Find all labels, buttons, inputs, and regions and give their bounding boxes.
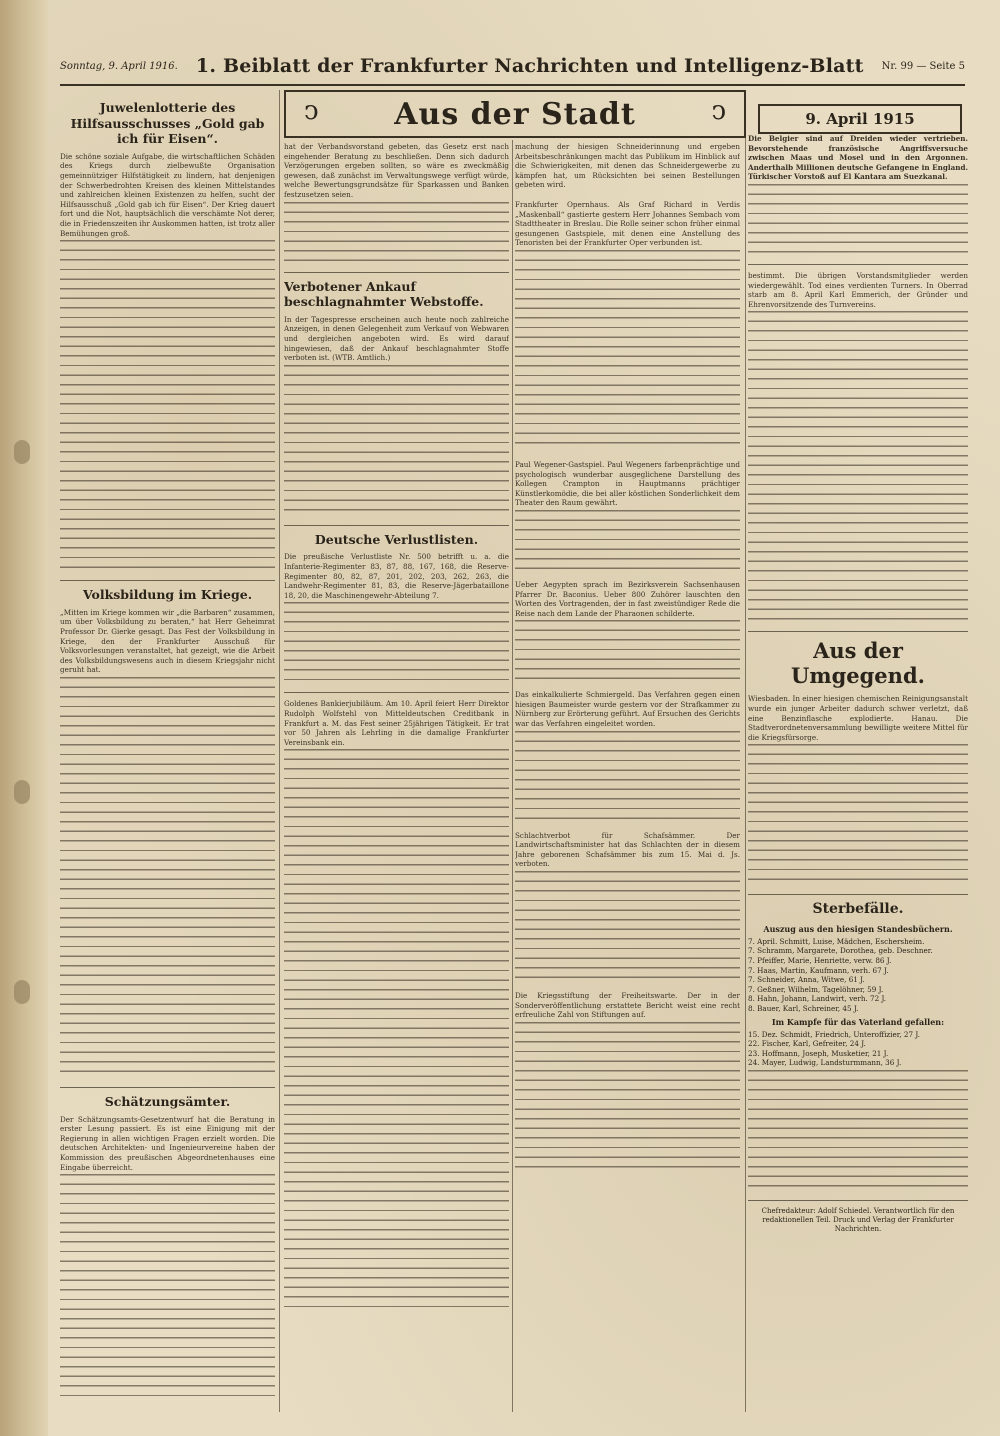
article-text-lines — [748, 311, 968, 621]
article-body: „Mitten im Kriege kommen wir „die Barbaren“ zusammen, um über Volksbildung zu beraten,“ hat Herr Geheimrat Professor Dr. Gierke gesagt. Das Fest der Volksbildung in Kriege, den der Frankfurter Ausschuß für Volksvorlesungen veranstaltet, hat gezeigt, wie die Arbeit des Volksbildungswesens auch in diesem Kriegsjahr nicht geruht hat. — [60, 607, 275, 675]
article-text-lines — [515, 1022, 740, 1172]
divider — [284, 692, 509, 693]
list-item: 7. April. Schmitt, Luise, Mädchen, Eschersheim. — [748, 936, 925, 946]
column-2 — [284, 142, 509, 1404]
section-headline: Sterbefälle. — [812, 901, 904, 918]
article-volksbildung — [60, 587, 275, 1077]
article-headline: Deutsche Verlustlisten. — [314, 531, 479, 547]
article-body: Die Kriegsstiftung der Freiheitswarte. Der in der Sonderveröffentlichung erstattete Bericht weist eine recht erfreuliche Zahl von Stiftungen auf. — [515, 991, 740, 1020]
divider — [748, 1200, 968, 1201]
article-body: bestimmt. Die übrigen Vorstandsmitglieder werden wiedergewählt. Tod eines verdienten Turners. In Oberrad starb am 8. April Karl Emmerich, der Gründer und Ehrenvorsitzende des Turnvereins. — [748, 270, 968, 309]
list-item: 7. Geßner, Wilhelm, Tagelöhner, 59 J. — [748, 984, 884, 994]
article-wegener — [515, 460, 740, 570]
article-body: hat der Verbandsvorstand gebeten, das Gesetz erst nach eingehender Beratung zu beschließen. Denn sich dadurch Verzögerungen ergeben sollten, so wäre es zweckmäßig gewesen, daß zunächst im Verwaltungswege verfügt würde, welche Bewertungsgrundsätze für Sparkassen und Banken festzusetzen seien. — [284, 142, 509, 199]
list-item: 15. Dez. Schmidt, Friedrich, Unteroffizier, 27 J. — [748, 1029, 920, 1039]
column-1 — [60, 96, 275, 1404]
article-body: Paul Wegener-Gastspiel. Paul Wegeners farbenprächtige und psychologisch wunderbar ausgeglichene Darstellung des Kollegen Crampton in Hauptmanns prächtiger Künstlerkomödie, die bei aller köstlichen Sonderlichkeit dem Theater den Raum gewährt. — [515, 459, 740, 508]
article-headline: Juwelenlotterie des Hilfsausschusses „Gold gab ich für Eisen“. — [70, 100, 265, 147]
binding-edge — [0, 0, 48, 1436]
divider — [748, 264, 968, 265]
article-body: Die schöne soziale Aufgabe, die wirtschaftlichen Schäden des Kriegs durch zielbewußte Organisation gemeinnütziger Hilfstätigkeit zu lindern, hat denjenigen der Schwerbedrohten Kreisen des kleinen Mittelstandes und zahlreichen kleinen Existenzen zu helfen, sucht der Hilfsausschuß „Gold gab ich für Eisen“. Der Krieg dauert fort und die Not, hauptsächlich die verschämte Not derer, die in Friedenszeiten ihr Auskommen hatten, ist trotz aller Bemühungen groß. — [60, 151, 275, 238]
fallen-list — [748, 1030, 968, 1068]
article-text-lines — [284, 602, 509, 682]
article-body: In der Tagespresse erscheinen auch heute noch zahlreiche Anzeigen, in denen Gelegenheit zum Verkauf von Webwaren und dergleichen angeboten wird. Es wird darauf hingewiesen, daß der Ankauf beschlagnahmter Stoffe verboten ist. (WTB. Amtlich.) — [284, 314, 509, 363]
article-body: Der Schätzungsamts-Gesetzentwurf hat die Beratung in erster Lesung passiert. Es ist eine Einigung mit der Regierung in allen wichtigen Fragen erzielt worden. Die deutschen Architekten- und Ingenieurvereine haben der Kommission des preußischen Abgeordnetenhauses eine Eingabe überreicht. — [60, 1114, 275, 1172]
ornament-icon: ↄ — [304, 96, 319, 126]
list-item: 7. Pfeiffer, Marie, Henriette, verw. 86 J. — [748, 956, 892, 965]
ornament-icon: ↄ — [711, 96, 726, 126]
article-text-lines — [60, 677, 275, 1077]
article-schmiergeld — [515, 690, 740, 820]
article-text-lines — [515, 620, 740, 680]
article-text-lines — [60, 1174, 275, 1404]
list-item: 8. Bauer, Karl, Schreiner, 45 J. — [748, 1003, 859, 1013]
list-item: 24. Mayer, Ludwig, Landsturmmann, 36 J. — [748, 1058, 902, 1068]
section-headline: Aus der Umgegend. — [791, 638, 925, 689]
date-box: 9. April 1915 — [758, 104, 962, 134]
article-text-lines — [515, 510, 740, 570]
article-text-lines — [284, 202, 509, 262]
death-notices — [748, 901, 968, 1190]
article-text-lines — [748, 184, 968, 254]
list-item: 7. Schneider, Anna, Witwe, 61 J. — [748, 975, 865, 985]
header-title: 1. Beiblatt der Frankfurter Nachrichten und Intelligenz-Blatt — [195, 55, 864, 77]
column-divider — [745, 90, 746, 1412]
article-headline: Schätzungsämter. — [104, 1094, 231, 1109]
article-kriegsbericht — [748, 134, 968, 254]
imprint: Chefredakteur: Adolf Schiedel. Verantwortlich für den redaktionellen Teil. Druck und Verlag der Frankfurter Nachrichten. — [761, 1206, 955, 1233]
binding-hole — [14, 440, 30, 464]
section-title: Aus der Stadt — [394, 96, 636, 132]
divider — [284, 272, 509, 273]
article-bankierjubilaeum — [284, 699, 509, 1309]
death-notices-subtitle: Auszug aus den hiesigen Standesbüchern. — [763, 923, 953, 934]
article-opernhaus — [515, 200, 740, 450]
death-list — [748, 937, 968, 1014]
article-text-lines — [748, 1070, 968, 1190]
list-item: 22. Fischer, Karl, Gefreiter, 24 J. — [748, 1039, 866, 1049]
divider — [748, 631, 968, 632]
article-body: Goldenes Bankierjubiläum. Am 10. April feiert Herr Direktor Rudolph Wolfstehl von Mitteldeutschen Creditbank in Frankfurt a. M. das Fest seiner 25jährigen Tätigkeit. Er trat vor 50 Jahren als Lehrling in die damalige Frankfurter Vereinsbank ein. — [284, 699, 509, 747]
article-text-lines — [284, 749, 509, 1309]
divider — [284, 525, 509, 526]
article-headline: Verbotener Ankauf beschlagnahmter Webstoffe. — [284, 278, 484, 310]
article-webstoffe — [284, 279, 509, 515]
article-body: Schlachtverbot für Schafsämmer. Der Landwirtschaftsminister hat das Schlachten der in diesem Jahre geborenen Schafsämmer bis zum 15. Mai d. Js. verboten. — [515, 830, 740, 869]
page-header — [60, 48, 965, 86]
article-headline: Volksbildung im Kriege. — [82, 587, 253, 603]
article-verlustlisten — [284, 532, 509, 683]
article-body: Die preußische Verlustliste Nr. 500 betrifft u. a. die Infanterie-Regimenter 83, 87, 88, 167, 168, die Reserve-Regimenter 80, 82, 87, 201, 202, 203, 262, 263, die Landwehr-Regimenter 81, 83, die Reserve-Jägerbataillone 18, 20, die Maschinengewehr-Abteilung 7. — [284, 552, 509, 600]
article-body: Die Belgier sind auf Dreiden wieder vertrieben. Bevorstehende französische Angriffsversuche zwischen Maas und Mosel und in den Argonnen. Anderthalb Millionen deutsche Gefangene in England. Türkischer Vorstoß auf El Kantara am Suezkanal. — [748, 134, 968, 182]
list-item: 7. Haas, Martin, Kaufmann, verh. 67 J. — [748, 965, 889, 975]
list-item: 8. Hahn, Johann, Landwirt, verh. 72 J. — [748, 994, 887, 1004]
column-divider — [512, 140, 513, 1412]
section-masthead — [284, 90, 746, 138]
column-4 — [748, 134, 968, 1404]
article-text-lines — [284, 365, 509, 515]
article-body: Ueber Aegypten sprach im Bezirksverein Sachsenhausen Pfarrer Dr. Baconius. Ueber 800 Zuhörer lauschten den Worten des Vortragenden, der in fast zweistündiger Rede die Reise nach dem Lande der Pharaonen schilderte. — [515, 579, 740, 618]
column-divider — [279, 90, 280, 1412]
divider — [60, 580, 275, 581]
list-item: 23. Hoffmann, Joseph, Musketier, 21 J. — [748, 1048, 889, 1058]
header-date: Sonntag, 9. April 1916. — [60, 60, 178, 72]
fallen-subtitle: Im Kampfe für das Vaterland gefallen: — [771, 1016, 945, 1027]
divider — [748, 894, 968, 895]
article-umgegend — [748, 638, 968, 884]
binding-hole — [14, 780, 30, 804]
article-text-lines — [748, 744, 968, 884]
list-item: 7. Schramm, Margarete, Dorothea, geb. Deschner. — [748, 946, 933, 956]
divider — [60, 1087, 275, 1088]
article-juwelenlotterie — [60, 100, 275, 570]
article-lokalnachrichten — [748, 271, 968, 621]
article-body: Wiesbaden. In einer hiesigen chemischen Reinigungsanstalt wurde ein junger Arbeiter dadurch schwer verletzt, daß eine Benzinflasche explodierte. Hanau. Die Stadtverordnetenversammlung bewilligte weitere Mittel für die Kriegsfürsorge. — [748, 694, 968, 742]
article-schlachtverbot — [515, 831, 740, 981]
article-schneiderinnung — [515, 142, 740, 190]
article-text-lines — [515, 731, 740, 821]
article-aegypten — [515, 580, 740, 680]
article-kriegsstiftung — [515, 991, 740, 1172]
article-text-lines — [60, 240, 275, 570]
article-schaetzungsaemter — [60, 1094, 275, 1404]
article-text-lines — [515, 250, 740, 450]
binding-hole — [14, 980, 30, 1004]
article-body: Frankfurter Opernhaus. Als Graf Richard in Verdis „Maskenball“ gastierte gestern Herr Johannes Sembach vom Stadttheater in Breslau. Die Rolle seiner schon früher einmal gesungenen Gastspiele, mit denen eine Anstellung des Tenoristen bei der Frankfurter Oper verbunden ist. — [515, 199, 740, 248]
article-body: Das einkalkulierte Schmiergeld. Das Verfahren gegen einen hiesigen Baumeister wurde gestern vor der Strafkammer zu Nürnberg zur Erörterung geführt. Auf Ersuchen des Gerichts war das Verfahren eingeleitet worden. — [515, 690, 740, 729]
column-3 — [515, 142, 740, 1404]
header-page-number: Nr. 99 — Seite 5 — [881, 60, 965, 72]
article-continuation — [284, 142, 509, 262]
article-body: machung der hiesigen Schneiderinnung und ergeben Arbeitsbeschränkungen macht das Publikum im Hinblick auf die Schwierigkeiten, mit denen das Schneidergewerbe zu kämpfen hat, um Rücksichten bei seinen Bestellungen gebeten wird. — [515, 142, 740, 190]
article-text-lines — [515, 871, 740, 981]
